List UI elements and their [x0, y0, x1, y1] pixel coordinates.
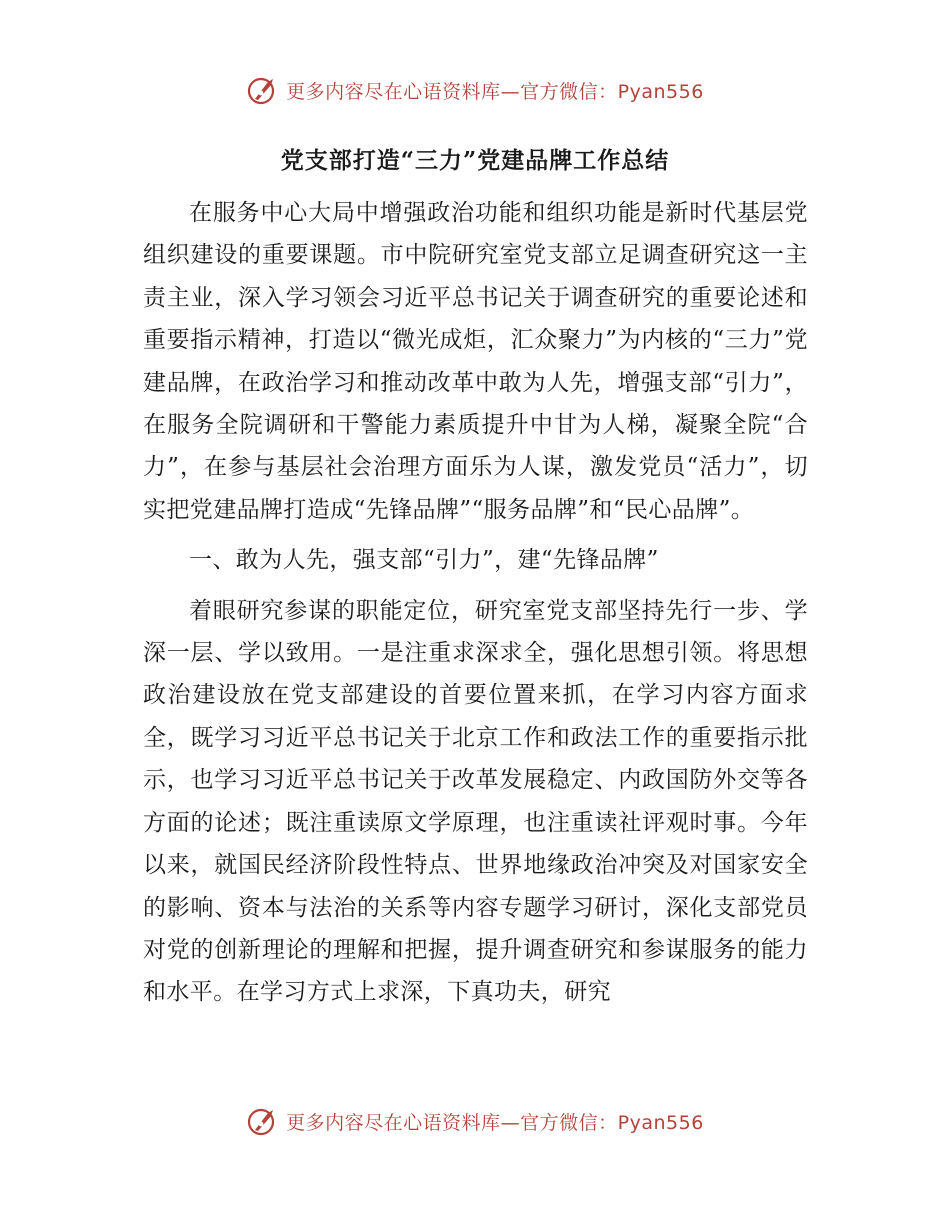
document-body	[143, 192, 808, 1014]
document-title: 党支部打造“三力”党建品牌工作总结	[280, 147, 670, 174]
pen-nib-logo-icon	[246, 1104, 280, 1138]
intro-paragraph: 在服务中心大局中增强政治功能和组织功能是新时代基层党组织建设的重要课题。市中院研究室党支部立足调查研究这一主责主业，深入学习领会习近平总书记关于调查研究的重要论述和重要指示精神，打造以“微光成炬，汇众聚力”为内核的“三力”党建品牌，在政治学习和推动改革中敢为人先，增强支部“引力”，在服务全院调研和干警能力素质提升中甘为人梯，凝聚全院“合力”，在参与基层社会治理方面乐为人谋，激发党员“活力”，切实把党建品牌打造成“先锋品牌”“服务品牌”和“民心品牌”。	[143, 200, 808, 523]
banner-text: 更多内容尽在心语资料库—官方微信：Pyan556	[286, 80, 704, 103]
pen-nib-logo-icon	[246, 73, 280, 107]
header-banner	[0, 70, 950, 110]
section-paragraph: 着眼研究参谋的职能定位，研究室党支部坚持先行一步、学深一层、学以致用。一是注重求深求全，强化思想引领。将思想政治建设放在党支部建设的首要位置来抓，在学习内容方面求全，既学习习近平总书记关于北京工作和政法工作的重要指示批示，也学习习近平总书记关于改革发展稳定、内政国防外交等各方面的论述；既注重读原文学原理，也注重读社评观时事。今年以来，就国民经济阶段性特点、世界地缘政治冲突及对国家安全的影响、资本与法治的关系等内容专题学习研讨，深化支部党员对党的创新理论的理解和把握，提升调查研究和参谋服务的能力和水平。在学习方式上求深，下真功夫，研究	[143, 597, 808, 1006]
banner-text: 更多内容尽在心语资料库—官方微信：Pyan556	[286, 1111, 704, 1134]
section-heading: 一、敢为人先，强支部“引力”，建“先锋品牌”	[189, 547, 659, 574]
footer-banner	[0, 1101, 950, 1141]
